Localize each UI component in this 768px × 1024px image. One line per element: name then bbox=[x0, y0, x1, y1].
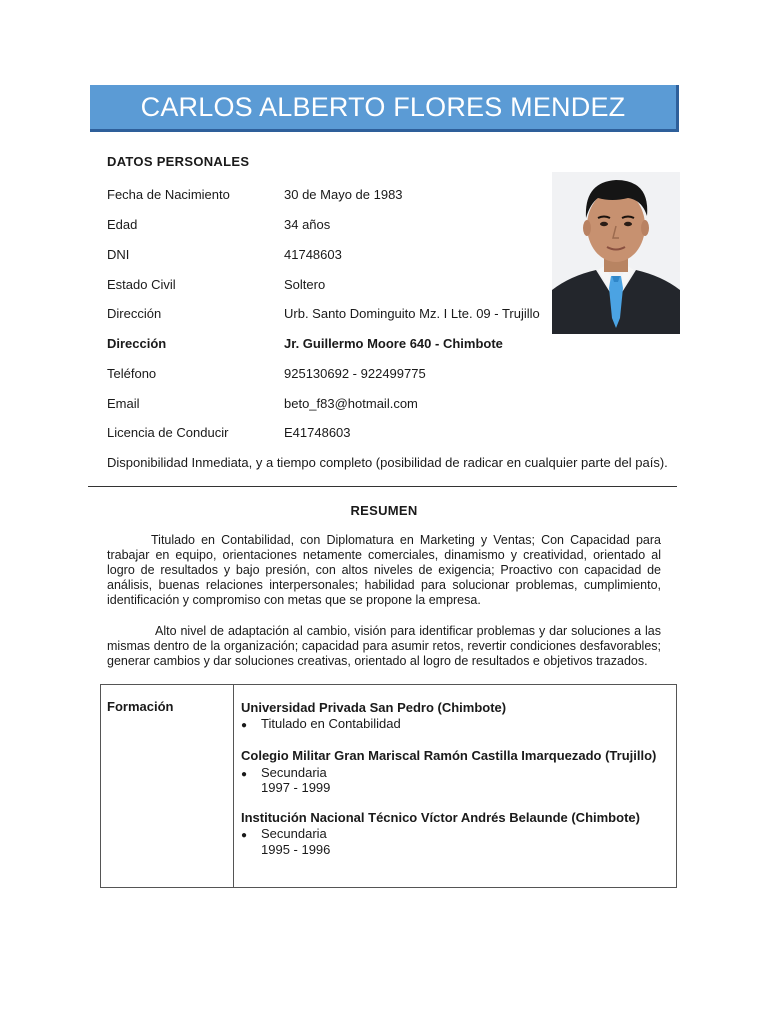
address-1-label: Dirección bbox=[107, 306, 162, 321]
license-value: E41748603 bbox=[284, 425, 351, 440]
education-detail-1-text: Titulado en Contabilidad bbox=[261, 716, 401, 731]
email-value: beto_f83@hotmail.com bbox=[284, 396, 418, 411]
phone-label: Teléfono bbox=[107, 366, 157, 381]
address-1-value: Urb. Santo Dominguito Mz. I Lte. 09 - Trujillo bbox=[284, 306, 540, 321]
license-label: Licencia de Conducir bbox=[107, 425, 229, 440]
education-institution-1: Universidad Privada San Pedro (Chimbote) bbox=[241, 700, 507, 715]
education-institution-2: Colegio Militar Gran Mariscal Ramón Castilla Imarquezado (Trujillo) bbox=[241, 748, 657, 763]
education-detail-1 bbox=[241, 716, 401, 731]
email-label: Email bbox=[107, 396, 140, 411]
education-detail-2 bbox=[241, 765, 327, 780]
phone-value: 925130692 - 922499775 bbox=[284, 366, 426, 381]
section-divider bbox=[88, 486, 677, 487]
education-detail-3 bbox=[241, 826, 327, 841]
education-years-3: 1995 - 1996 bbox=[261, 842, 331, 857]
summary-text-2: Alto nivel de adaptación al cambio, visión para identificar problemas y dar soluciones a las mismas dentro de la organización; capacidad para asumir retos, revertir condiciones desfavorables; generar cambios y dar soluciones creativas, orientado al logro de resultados e objetivos trazados. bbox=[107, 624, 661, 668]
dni-label: DNI bbox=[107, 247, 130, 262]
bullet-icon: ● bbox=[241, 830, 248, 841]
personal-data-heading: DATOS PERSONALES bbox=[107, 154, 250, 169]
age-label: Edad bbox=[107, 217, 138, 232]
candidate-name: CARLOS ALBERTO FLORES MENDEZ bbox=[140, 91, 626, 122]
education-institution-3: Institución Nacional Técnico Víctor Andrés Belaunde (Chimbote) bbox=[241, 810, 640, 825]
education-detail-2-text: Secundaria bbox=[261, 765, 327, 780]
civil-status-label: Estado Civil bbox=[107, 277, 176, 292]
education-table bbox=[100, 684, 677, 888]
availability-text: Disponibilidad Inmediata, y a tiempo completo (posibilidad de radicar en cualquier parte del país). bbox=[107, 455, 668, 470]
education-years-2: 1997 - 1999 bbox=[261, 780, 331, 795]
table-column-divider bbox=[233, 685, 234, 887]
bullet-icon: ● bbox=[241, 720, 248, 731]
education-label: Formación bbox=[107, 699, 174, 714]
birthdate-label: Fecha de Nacimiento bbox=[107, 187, 230, 202]
dni-value: 41748603 bbox=[284, 247, 342, 262]
name-banner bbox=[90, 85, 679, 132]
summary-paragraph-2 bbox=[107, 624, 661, 669]
bullet-icon: ● bbox=[241, 769, 248, 780]
summary-text-1: Titulado en Contabilidad, con Diplomatura en Marketing y Ventas; Con Capacidad para trabajar en equipo, orientaciones netamente comerciales, dinamismo y creatividad, orientado al logro de resultados y bajo presión, con altos niveles de exigencia; Proactivo con capacidad de análisis, buenas relaciones interpersonales; habilidad para solucionar problemas, cumplimiento, identificación y compromiso con metas que se propone la empresa. bbox=[107, 533, 661, 607]
civil-status-value: Soltero bbox=[284, 277, 326, 292]
address-2-label: Dirección bbox=[107, 336, 167, 351]
summary-paragraph-1 bbox=[107, 533, 661, 608]
profile-photo bbox=[552, 172, 680, 334]
address-2-value: Jr. Guillermo Moore 640 - Chimbote bbox=[284, 336, 503, 351]
age-value: 34 años bbox=[284, 217, 331, 232]
birthdate-value: 30 de Mayo de 1983 bbox=[284, 187, 403, 202]
education-detail-3-text: Secundaria bbox=[261, 826, 327, 841]
portrait-illustration bbox=[552, 172, 680, 334]
summary-heading: RESUMEN bbox=[350, 503, 418, 518]
